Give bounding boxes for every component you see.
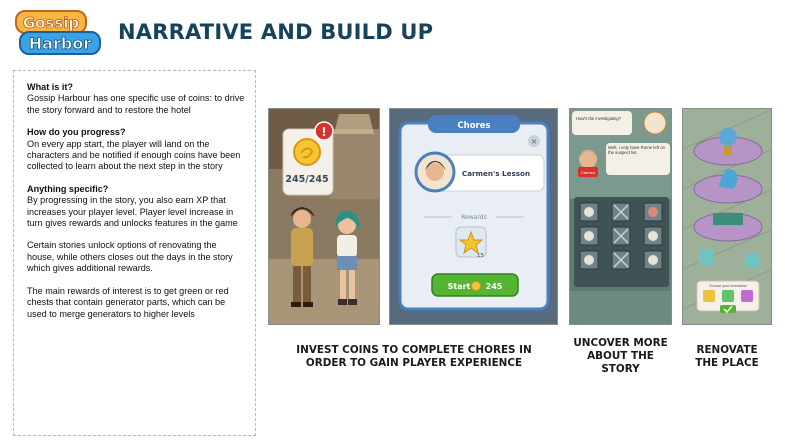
section-body: The main rewards of interest is to get green or red chests that contain generator parts, which can be used to merge generators to higher levels (27, 285, 229, 319)
section-rewards (27, 286, 245, 320)
section-heading: Anything specific? (27, 183, 109, 194)
option-green[interactable] (722, 290, 734, 302)
section-body: Certain stories unlock options of renovating the house, while others closes out the days in the story which gives additional rewards. (27, 240, 233, 274)
section-specific (27, 184, 245, 230)
start-cost: 245 (485, 282, 503, 291)
gossip-harbor-logo (14, 8, 104, 56)
story-header: How's the investigating? (576, 116, 622, 121)
name-tag: Carmen (580, 170, 596, 175)
section-body: On every app start, the player will land on the characters and be notified if enough coins have been collected to learn about the next step in the story (27, 138, 241, 172)
start-button[interactable] (432, 274, 518, 296)
section-what (27, 82, 245, 116)
description-panel (13, 70, 256, 436)
renovation-label: Choose your renovation (708, 284, 748, 288)
story-dialog: Well, I only have Rume left on the suspect list. (608, 145, 666, 156)
screenshot-story (569, 108, 672, 325)
section-heading: What is it? (27, 82, 73, 92)
screenshot-chores (389, 108, 558, 325)
option-yellow[interactable] (703, 290, 715, 302)
chores-title: Chores (457, 121, 491, 131)
lesson-name: Carmen's Lesson (461, 169, 531, 178)
page-title: NARRATIVE AND BUILD UP (118, 20, 434, 44)
rewards-label: Rewards (461, 214, 487, 221)
coin-icon (472, 282, 481, 291)
section-body: Gossip Harbour has one specific use of coins: to drive the story forward and to restore the hotel (27, 93, 245, 115)
section-body: By progressing in the story, you also earn XP that increases your player level. Player level increase in turn gives rewards and unlocks features in the game (27, 195, 238, 229)
svg-text:×: × (530, 137, 538, 146)
caption-chores: INVEST COINS TO COMPLETE CHORES IN ORDER TO GAIN PLAYER EXPERIENCE (296, 344, 532, 369)
reward-count: 15 (477, 253, 484, 259)
section-heading: How do you progress? (27, 127, 126, 138)
logo-line2: Harbor (28, 34, 92, 53)
coin-counter: 245/245 (285, 174, 329, 185)
caption-renovate: RENOVATE THE PLACE (695, 344, 759, 369)
caption-story: UNCOVER MORE ABOUT THE STORY (573, 337, 668, 375)
screenshot-characters (268, 108, 380, 325)
section-progress (27, 127, 245, 173)
logo-line1: Gossip (22, 14, 80, 32)
start-label: Start (447, 282, 471, 291)
alert-icon: ! (321, 125, 327, 139)
option-purple[interactable] (741, 290, 753, 302)
screenshot-renovate (682, 108, 772, 325)
section-renovating (27, 240, 245, 274)
